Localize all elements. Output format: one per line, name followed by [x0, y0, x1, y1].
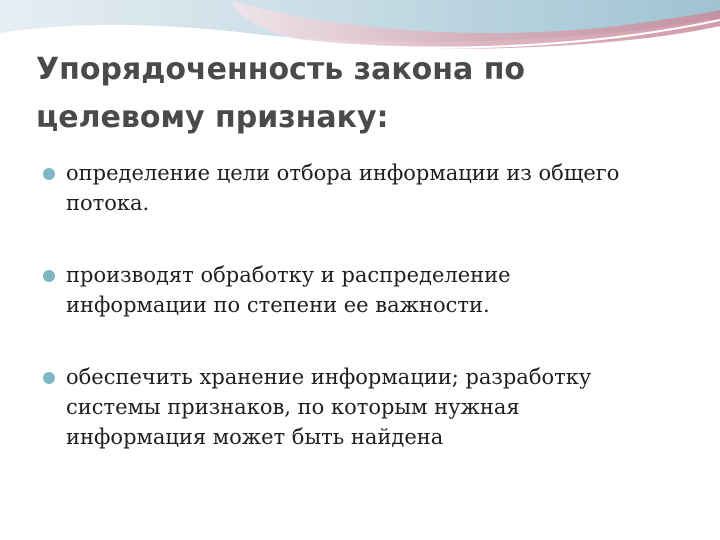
bullet-item [42, 260, 682, 320]
bullet-dot-icon [42, 269, 56, 283]
title-line: Упорядоченность закона по [36, 52, 526, 87]
bullet-line: обеспечить хранение информации; разработку [66, 365, 592, 389]
title-line: целевому признаку: [36, 100, 389, 135]
slide-title [36, 46, 686, 142]
bullet-line: потока. [66, 191, 150, 215]
bullet-line: определение цели отбора информации из общего [66, 161, 620, 185]
bullet-dot-icon [42, 371, 56, 385]
bullet-line: системы признаков, по которым нужная [66, 395, 520, 419]
bullet-line: информация может быть найдена [66, 425, 444, 449]
bullet-item [42, 362, 682, 452]
bullet-line: производят обработку и распределение [66, 263, 511, 287]
bullet-dot-icon [42, 167, 56, 181]
bullet-list [42, 158, 682, 452]
bullet-line: информации по степени ее важности. [66, 293, 490, 317]
bullet-item [42, 158, 682, 218]
